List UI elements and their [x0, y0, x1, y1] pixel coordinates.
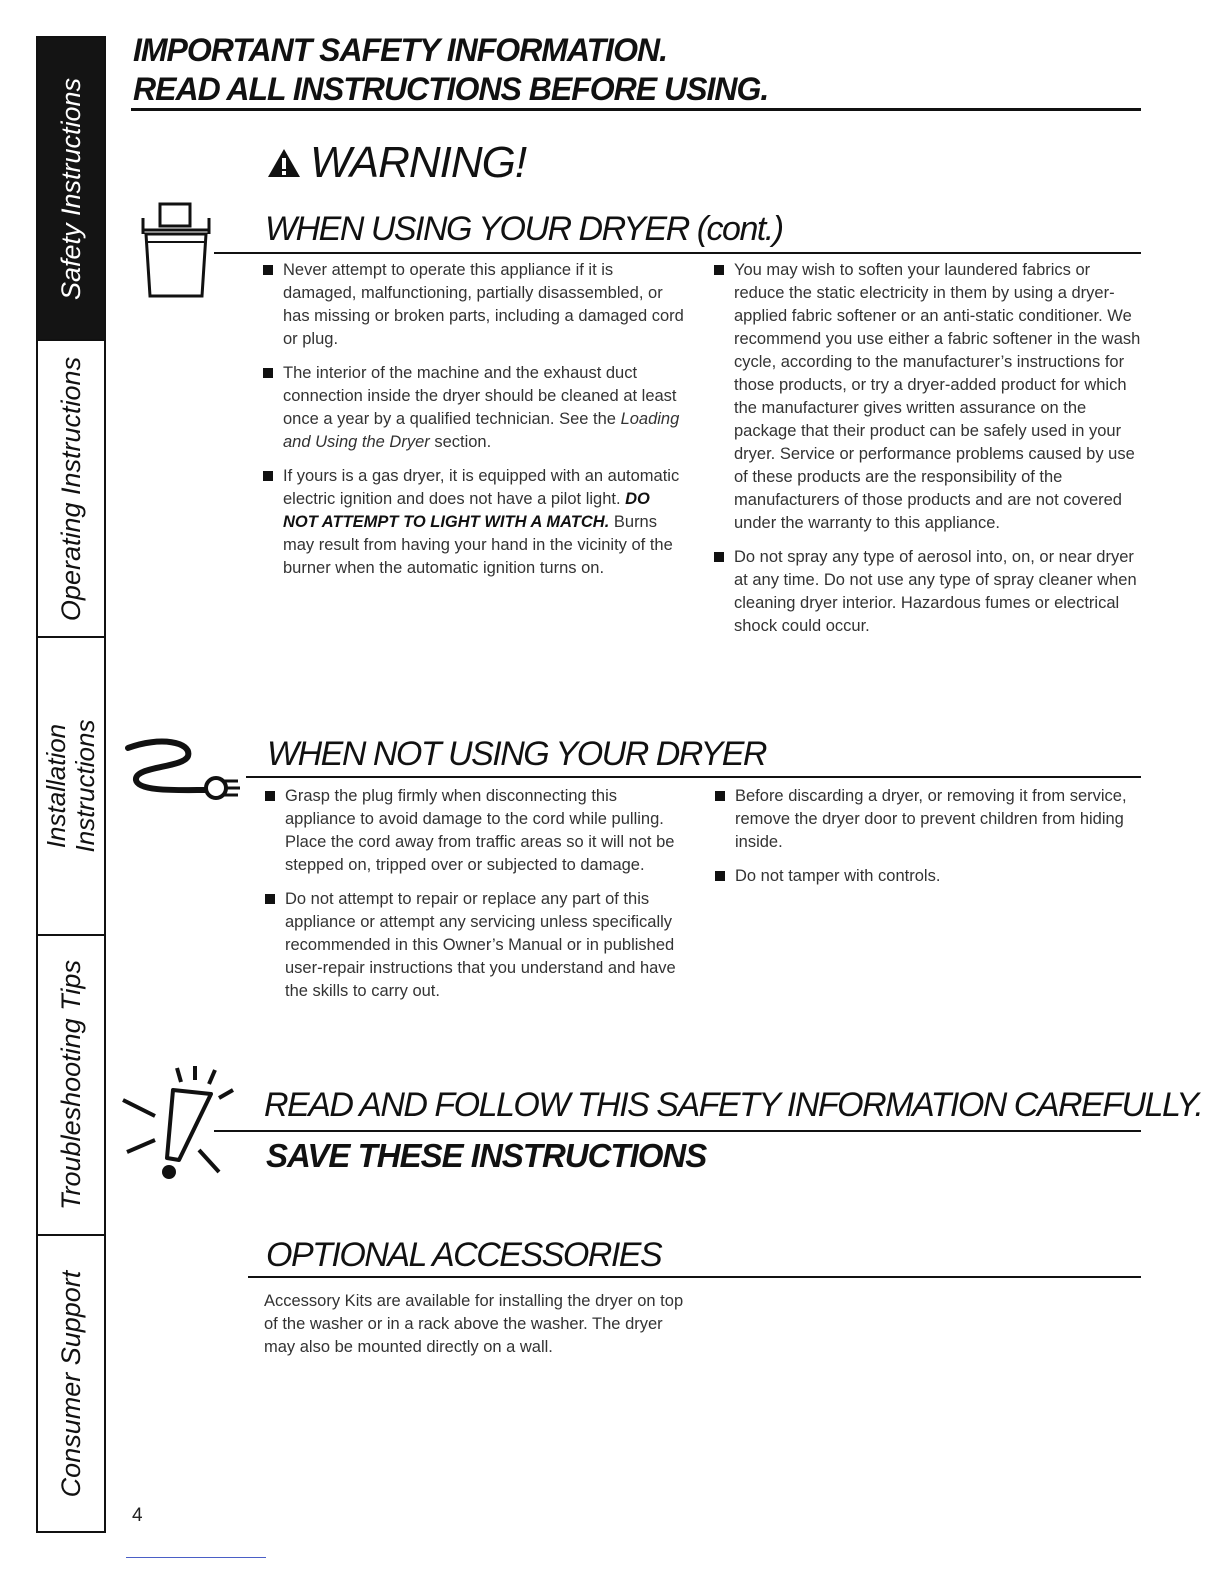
tab-label-line2: Instructions: [70, 719, 100, 853]
list-item-text: The interior of the machine and the exhaust duct connection inside the dryer should be cleaned at least once a year by a qualified technician. See the: [283, 364, 677, 428]
tab-safety-instructions[interactable]: [38, 38, 104, 341]
list-item: [262, 465, 687, 580]
list-item-text: Before discarding a dryer, or removing it from service, remove the dryer door to prevent children from hiding inside.: [735, 787, 1127, 851]
warning-triangle-icon: [266, 147, 302, 179]
tab-installation-instructions[interactable]: [38, 638, 104, 936]
tab-label: Consumer Support: [56, 1270, 86, 1497]
list-item-text: Grasp the plug firmly when disconnecting this appliance to avoid damage to the cord while pulling. Place the cord away from traffic areas so it will not be stepped on, tripped over or subjected to damage.: [285, 787, 675, 874]
power-plug-icon: [120, 736, 245, 802]
list-item-text: You may wish to soften your laundered fabrics or reduce the static electricity in them by using a dryer-applied fabric softener or an anti-static conditioner. We recommend you use either a fabric softener in the wash cycle, according to the manufacturer’s instructions for those products, or try a dryer-added product for which the manufacturer gives written assurance on the package that their product can be safely used in your dryer. Service or performance problems caused by use of these products are the responsibility of the manufacturers of those products and are not covered under the warranty to this appliance.: [734, 261, 1141, 532]
section-title-read-follow: READ AND FOLLOW THIS SAFETY INFORMATION CAREFULLY.: [264, 1086, 1203, 1124]
accessories-text: Accessory Kits are available for installing the dryer on top of the washer or in a rack above the washer. The dryer may also be mounted directly on a wall.: [264, 1292, 684, 1356]
section-title-accessories: OPTIONAL ACCESSORIES: [266, 1236, 662, 1274]
section-rule: [246, 776, 1141, 778]
section-rule: [214, 252, 1141, 254]
tab-label-line1: Installation: [41, 723, 71, 849]
tab-operating-instructions[interactable]: [38, 341, 104, 638]
tab-label: Operating Instructions: [56, 356, 86, 621]
section-title-when-not-using: WHEN NOT USING YOUR DRYER: [267, 735, 766, 773]
list-item: [264, 888, 684, 1003]
list-item-text: section.: [429, 433, 492, 451]
list-item: [714, 865, 1142, 888]
when-using-left-column: [262, 259, 687, 591]
section-rule: [214, 1130, 1141, 1132]
list-item: [264, 785, 684, 877]
warning-text: WARNING!: [310, 138, 527, 187]
list-item-text: Do not spray any type of aerosol into, on, or near dryer at any time. Do not use any type of spray cleaner when cleaning dryer interior. Hazardous fumes or electrical shock could occur.: [734, 548, 1137, 635]
section-tabs: [36, 36, 106, 1533]
header-line2: READ ALL INSTRUCTIONS BEFORE USING.: [133, 71, 769, 107]
header-rule: [131, 108, 1141, 111]
when-not-using-right-column: [714, 785, 1142, 899]
header-line1: IMPORTANT SAFETY INFORMATION.: [133, 32, 667, 68]
exclamation-burst-icon: [115, 1064, 245, 1182]
section-rule: [248, 1276, 1141, 1278]
tab-consumer-support[interactable]: [38, 1236, 104, 1531]
list-item: [714, 785, 1142, 854]
page-number: 4: [132, 1505, 143, 1526]
list-item: [713, 259, 1143, 535]
list-item-text: Never attempt to operate this appliance if it is damaged, malfunctioning, partially disassembled, or has missing or broken parts, including a damaged cord or plug.: [283, 261, 684, 348]
tab-label: Troubleshooting Tips: [56, 960, 86, 1210]
tab-label: [42, 720, 100, 853]
list-item: [262, 362, 687, 454]
list-item-text: If yours is a gas dryer, it is equipped with an automatic electric ignition and does not have a pilot light.: [283, 467, 680, 508]
when-using-right-column: [713, 259, 1143, 649]
tab-troubleshooting-tips[interactable]: [38, 936, 104, 1236]
dryer-icon: [136, 200, 216, 300]
warning-emphasis: DO NOT ATTEMPT TO LIGHT WITH A MATCH.: [283, 490, 650, 531]
list-item-text: Do not attempt to repair or replace any part of this appliance or attempt any servicing unless specifically recommended in this Owner’s Manual or in published user-repair instructions that you understand and have the skills to carry out.: [285, 890, 676, 1000]
list-item-text: Do not tamper with controls.: [735, 867, 941, 885]
list-item: [262, 259, 687, 351]
when-not-using-left-column: [264, 785, 684, 1014]
save-instructions-text: SAVE THESE INSTRUCTIONS: [266, 1137, 707, 1174]
footer-link-underline: [126, 1557, 266, 1558]
list-item-text: Burns may result from having your hand in the vicinity of the burner when the automatic ignition turns on.: [283, 513, 673, 577]
tab-label: Safety Instructions: [56, 77, 86, 300]
list-item: [713, 546, 1143, 638]
section-reference: Loading and Using the Dryer: [283, 410, 680, 451]
warning-heading: [266, 138, 526, 188]
section-title-when-using: WHEN USING YOUR DRYER (cont.): [265, 210, 783, 248]
